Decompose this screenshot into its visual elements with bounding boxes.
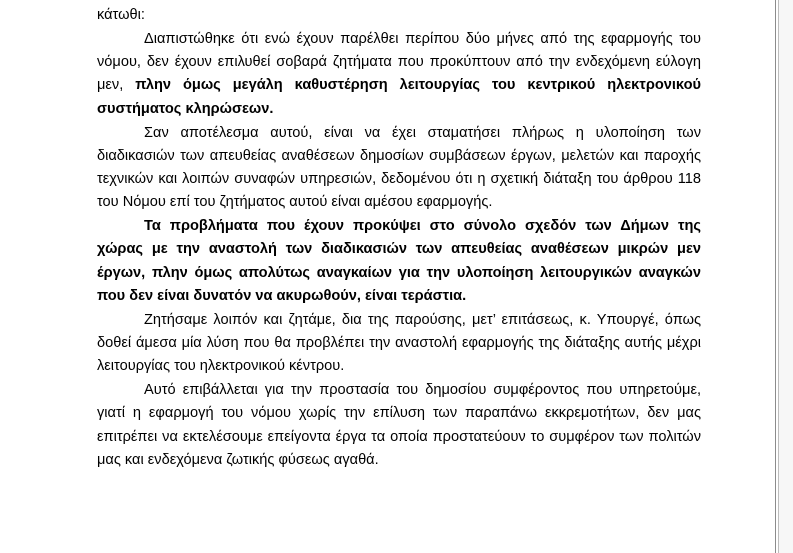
page-edge-line [775,0,776,553]
text-segment: Αυτό επιβάλλεται για την προστασία του δημοσίου συμφέροντος που υπηρετούμε, γιατί η εφαρμογή του νόμου χωρίς την επίλυση των παραπάνω εκκρεμοτήτων, δεν μας επιτρέπει να εκτελέσουμε επείγοντα έργα τα οποία προστατεύουν το συμφέρον των πολιτών μας και ενδεχόμενα ζωτικής φύσεως αγαθά. [97,382,701,468]
right-gutter [779,0,793,553]
text-segment: Σαν αποτέλεσμα αυτού, είναι να έχει σταματήσει πλήρως η υλοποίηση των διαδικασιών των απευθείας αναθέσεων δημοσίων συμβάσεων έργων, μελετών και παροχής τεχνικών και λοιπών συναφών υπηρεσιών, δεδομένου ότι η σχετική διάταξη του άρθρου 118 του Νόμου επί του ζητήματος αυτού είναι αμέσου εφαρμογής. [97,124,701,211]
paragraph-p0 [97,4,701,27]
text-segment: Διαπιστώθηκε ότι ενώ έχουν παρέλθει περίπου δύο μήνες από της εφαρμογής του νόμου, δεν έχουν επιλυθεί σοβαρά ζητήματα που προκύπτουν από την ενδεχόμενη εύλογη μεν, [97,31,701,94]
bold-text-segment: πλην όμως μεγάλη καθυστέρηση λειτουργίας του κεντρικού ηλεκτρονικού συστήματος κληρώσεων. [97,77,701,117]
text-segment: Ζητήσαμε λοιπόν και ζητάμε, δια της παρούσης, μετ’ επιτάσεως, κ. Υπουργέ, όπως δοθεί άμεσα μία λύση που θα προβλέπει την αναστολή εφαρμογής της διάταξης αυτής μέχρι λειτουργίας του ηλεκτρονικού κέντρου. [97,311,701,375]
document-page [97,4,701,473]
paragraph-p2 [97,122,701,215]
bold-text-segment: Τα προβλήματα που έχουν προκύψει στο σύνολο σχεδόν των Δήμων της χώρας με την αναστολή των διαδικασιών των απευθείας αναθέσεων μικρών μεν έργων, πλην όμως απολύτως αναγκαίων για την υλοποίηση λειτουργικών αναγκών που δεν είναι δυνατόν να ακυρωθούν, είναι τεράστια. [97,218,701,304]
paragraph-p1 [97,28,701,121]
paragraph-p4 [97,309,701,379]
paragraph-p3 [97,215,701,308]
text-segment: κάτωθι: [97,7,145,23]
paragraph-p5 [97,379,701,472]
